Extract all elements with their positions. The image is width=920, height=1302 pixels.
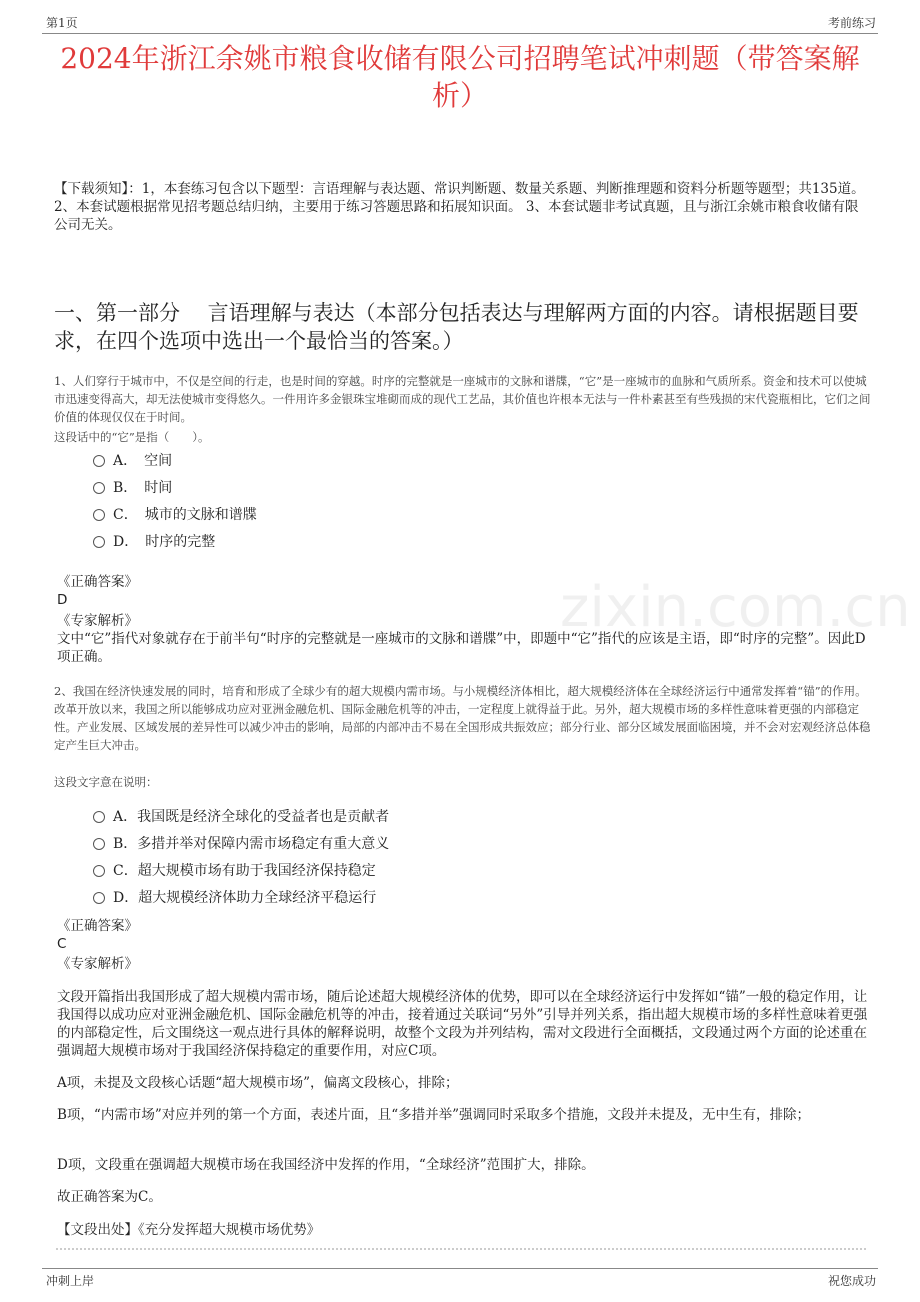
download-notice: 【下载须知】：1，本套练习包含以下题型：言语理解与表达题、常识判断题、数量关系题、判断推理题和资料分析题等题型；共135道。 2、本套试题根据常见招考题总结归纳，主要用于练习答题思路和拓展知识面。 3、本套试题非考试真题，且与浙江余姚市粮食收储有限公司无关。 — [54, 181, 865, 233]
footer-right-text: 祝您成功 — [827, 1274, 876, 1288]
question-2-conclusion: 故正确答案为C。 — [57, 1189, 162, 1205]
header-divider — [42, 33, 878, 34]
question-2-analysis-a: A项，未提及文段核心话题“超大规模市场”，偏离文段核心，排除； — [57, 1075, 459, 1091]
question-1-analysis: 文中“它”指代对象就存在于前半句“时序的完整就是一座城市的文脉和谱牒”中，即题中“它”指代的应该是主语，即“时序的完整”。因此D项正确。 — [57, 631, 866, 665]
question-2-option-c[interactable]: C．超大规模市场有助于我国经济保持稳定 — [93, 862, 376, 880]
question-2-answer-label: 《正确答案》 — [57, 918, 138, 934]
question-2-prompt: 这段文字意在说明： — [54, 775, 158, 789]
document-title: 2024年浙江余姚市粮食收储有限公司招聘笔试冲刺题（带答案解析） — [60, 42, 860, 112]
section-title: 一、第一部分 言语理解与表达（本部分包括表达与理解两方面的内容。请根据题目要求，在四个选项中选出一个最恰当的答案。） — [54, 301, 859, 353]
footer-divider — [42, 1268, 878, 1269]
cut-off-text-line — [56, 1248, 866, 1253]
question-1-option-d[interactable]: D． 时序的完整 — [93, 533, 215, 551]
radio-icon[interactable] — [93, 509, 105, 521]
question-1-answer: D — [57, 592, 68, 608]
question-1-stem: 1、人们穿行于城市中，不仅是空间的行走，也是时间的穿越。时序的完整就是一座城市的文脉和谱牒，“它”是一座城市的血脉和气质所系。资金和技术可以使城市迅速变得高大，却无法使城市变得悠久。一件用许多金银珠宝堆砌而成的现代工艺品，其价值也许根本无法与一件朴素甚至有些残损的宋代瓷瓶相比，它们之间价值的体现仅仅在于时间。 — [54, 374, 871, 424]
header-tag: 考前练习 — [827, 16, 876, 30]
question-2-analysis-b: B项，“内需市场”对应并列的第一个方面，表述片面，且“多措并举”强调同时采取多个措施，文段并未提及，无中生有，排除； — [57, 1107, 811, 1123]
question-1-option-c[interactable]: C． 城市的文脉和谱牒 — [93, 506, 257, 524]
radio-icon[interactable] — [93, 838, 105, 850]
question-1-option-b[interactable]: B． 时间 — [93, 479, 172, 497]
question-2-analysis-label: 《专家解析》 — [57, 956, 138, 972]
question-2-answer: C — [57, 936, 67, 952]
radio-icon[interactable] — [93, 482, 105, 494]
question-2-source: 【文段出处】《充分发挥超大规模市场优势》 — [57, 1222, 321, 1238]
page-number: 第1页 — [46, 16, 78, 30]
page-header — [0, 0, 920, 34]
question-2-analysis-main: 文段开篇指出我国形成了超大规模内需市场，随后论述超大规模经济体的优势，即可以在全球经济运行中发挥如“锚”一般的稳定作用，让我国得以成功应对亚洲金融危机、国际金融危机等的冲击，接着通过关联词“另外”引导并列关系，指出超大规模市场的多样性意味着更强的内部稳定性，后文围绕这一观点进行具体的解释说明，故整个文段为并列结构，需对文段进行全面概括，文段通过两个方面的论述重在强调超大规模市场对于我国经济保持稳定的重要作用，对应C项。 — [57, 989, 868, 1059]
question-2-option-d[interactable]: D．超大规模经济体助力全球经济平稳运行 — [93, 889, 376, 907]
question-2-option-b[interactable]: B．多措并举对保障内需市场稳定有重大意义 — [93, 835, 389, 853]
question-1-analysis-label: 《专家解析》 — [57, 613, 138, 629]
radio-icon[interactable] — [93, 455, 105, 467]
question-2-stem: 2、我国在经济快速发展的同时，培育和形成了全球少有的超大规模内需市场。与小规模经济体相比，超大规模经济体在全球经济运行中通常发挥着“锚”的作用。改革开放以来，我国之所以能够成功应对亚洲金融危机、国际金融危机等的冲击，一定程度上就得益于此。另外，超大规模市场的多样性意味着更强的内部稳定性。产业发展、区域发展的差异性可以减少冲击的影响，局部的内部冲击不易在全国形成共振效应；部分行业、部分区域发展面临困境，并不会对宏观经济总体稳定产生巨大冲击。 — [54, 684, 871, 752]
radio-icon[interactable] — [93, 811, 105, 823]
question-1-prompt: 这段话中的“它”是指（ ）。 — [54, 430, 210, 444]
footer-left-text: 冲刺上岸 — [46, 1274, 95, 1288]
question-2-analysis-d: D项，文段重在强调超大规模市场在我国经济中发挥的作用，“全球经济”范围扩大，排除。 — [57, 1157, 595, 1173]
radio-icon[interactable] — [93, 536, 105, 548]
question-1-option-a[interactable]: A． 空间 — [93, 452, 172, 470]
watermark: zixin.com.cn — [560, 575, 911, 640]
radio-icon[interactable] — [93, 892, 105, 904]
radio-icon[interactable] — [93, 865, 105, 877]
question-2-option-a[interactable]: A．我国既是经济全球化的受益者也是贡献者 — [93, 808, 389, 826]
question-1-answer-label: 《正确答案》 — [57, 574, 138, 590]
